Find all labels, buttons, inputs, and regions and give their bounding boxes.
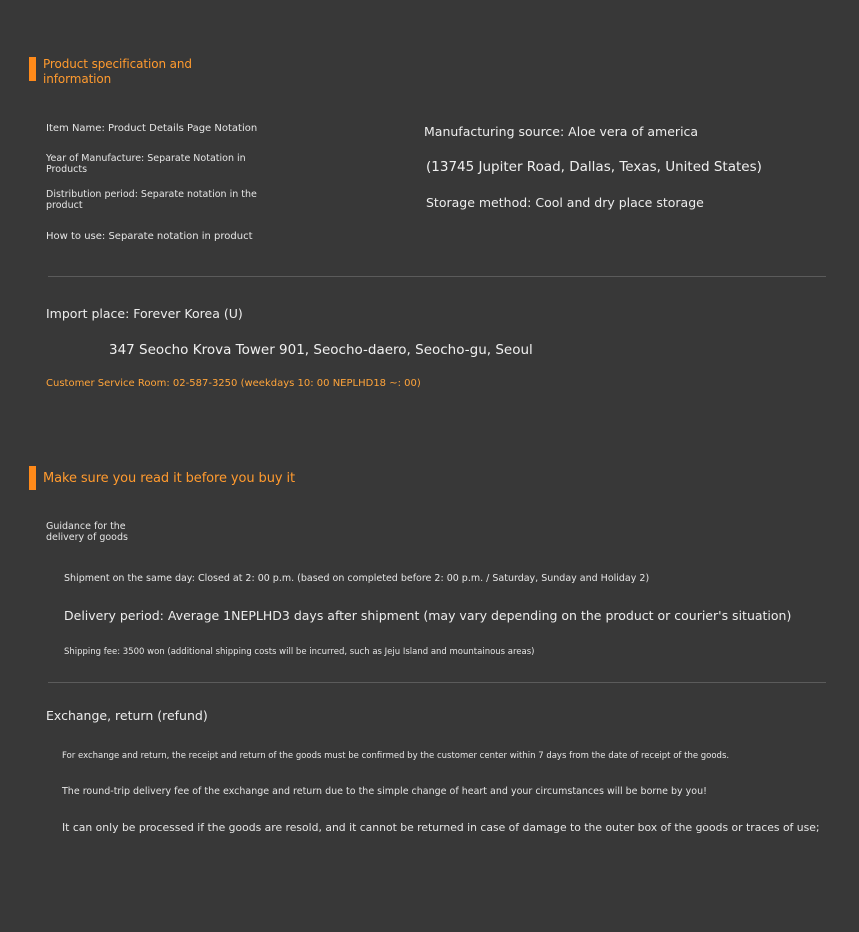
exchange-note-3: It can only be processed if the goods are resold, and it cannot be returned in case of damage to the outer box of the goods or traces of use; bbox=[62, 821, 820, 834]
exchange-note-2: The round-trip delivery fee of the exchange and return due to the simple change of heart and your circumstances will be borne by you! bbox=[62, 786, 707, 797]
section-accent-bar bbox=[29, 57, 36, 81]
year-of-manufacture bbox=[46, 153, 246, 175]
manufacturing-address: (13745 Jupiter Road, Dallas, Texas, United States) bbox=[426, 159, 762, 175]
item-name: Item Name: Product Details Page Notation bbox=[46, 123, 258, 134]
guidance-line1: Guidance for the bbox=[46, 521, 126, 532]
manufacturing-source: Manufacturing source: Aloe vera of america bbox=[424, 124, 699, 139]
guidance-line2: delivery of goods bbox=[46, 532, 128, 543]
import-address: 347 Seocho Krova Tower 901, Seocho-daero, Seocho-gu, Seoul bbox=[109, 342, 533, 358]
storage-method: Storage method: Cool and dry place storage bbox=[426, 195, 704, 210]
spec-title-line1: Product specification and bbox=[43, 57, 192, 71]
section-title-notice: Make sure you read it before you buy it bbox=[43, 471, 295, 486]
delivery-guidance-heading bbox=[46, 521, 128, 543]
exchange-note-1: For exchange and return, the receipt and return of the goods must be confirmed by the customer center within 7 days from the date of receipt of the goods. bbox=[62, 751, 730, 761]
how-to-use: How to use: Separate notation in product bbox=[46, 231, 253, 242]
distribution-period bbox=[46, 189, 257, 211]
year-line2: Products bbox=[46, 164, 88, 175]
divider bbox=[48, 682, 826, 683]
divider bbox=[48, 276, 826, 277]
section-title-spec bbox=[43, 57, 192, 87]
shipping-fee: Shipping fee: 3500 won (additional shipping costs will be incurred, such as Jeju Island and mountainous areas) bbox=[64, 647, 535, 657]
section-accent-bar bbox=[29, 466, 36, 490]
dist-line1: Distribution period: Separate notation in the bbox=[46, 189, 257, 200]
spec-title-line2: information bbox=[43, 72, 112, 86]
import-place: Import place: Forever Korea (U) bbox=[46, 306, 243, 321]
dist-line2: product bbox=[46, 200, 83, 211]
exchange-heading: Exchange, return (refund) bbox=[46, 708, 208, 723]
customer-service-room: Customer Service Room: 02-587-3250 (weekdays 10: 00 NEPLHD18 ~: 00) bbox=[46, 378, 421, 389]
shipment-same-day: Shipment on the same day: Closed at 2: 00 p.m. (based on completed before 2: 00 p.m. / Saturday, Sunday and Holiday 2) bbox=[64, 573, 650, 584]
year-line1: Year of Manufacture: Separate Notation in bbox=[46, 153, 246, 164]
delivery-period: Delivery period: Average 1NEPLHD3 days after shipment (may vary depending on the product or courier's situation) bbox=[64, 608, 792, 623]
